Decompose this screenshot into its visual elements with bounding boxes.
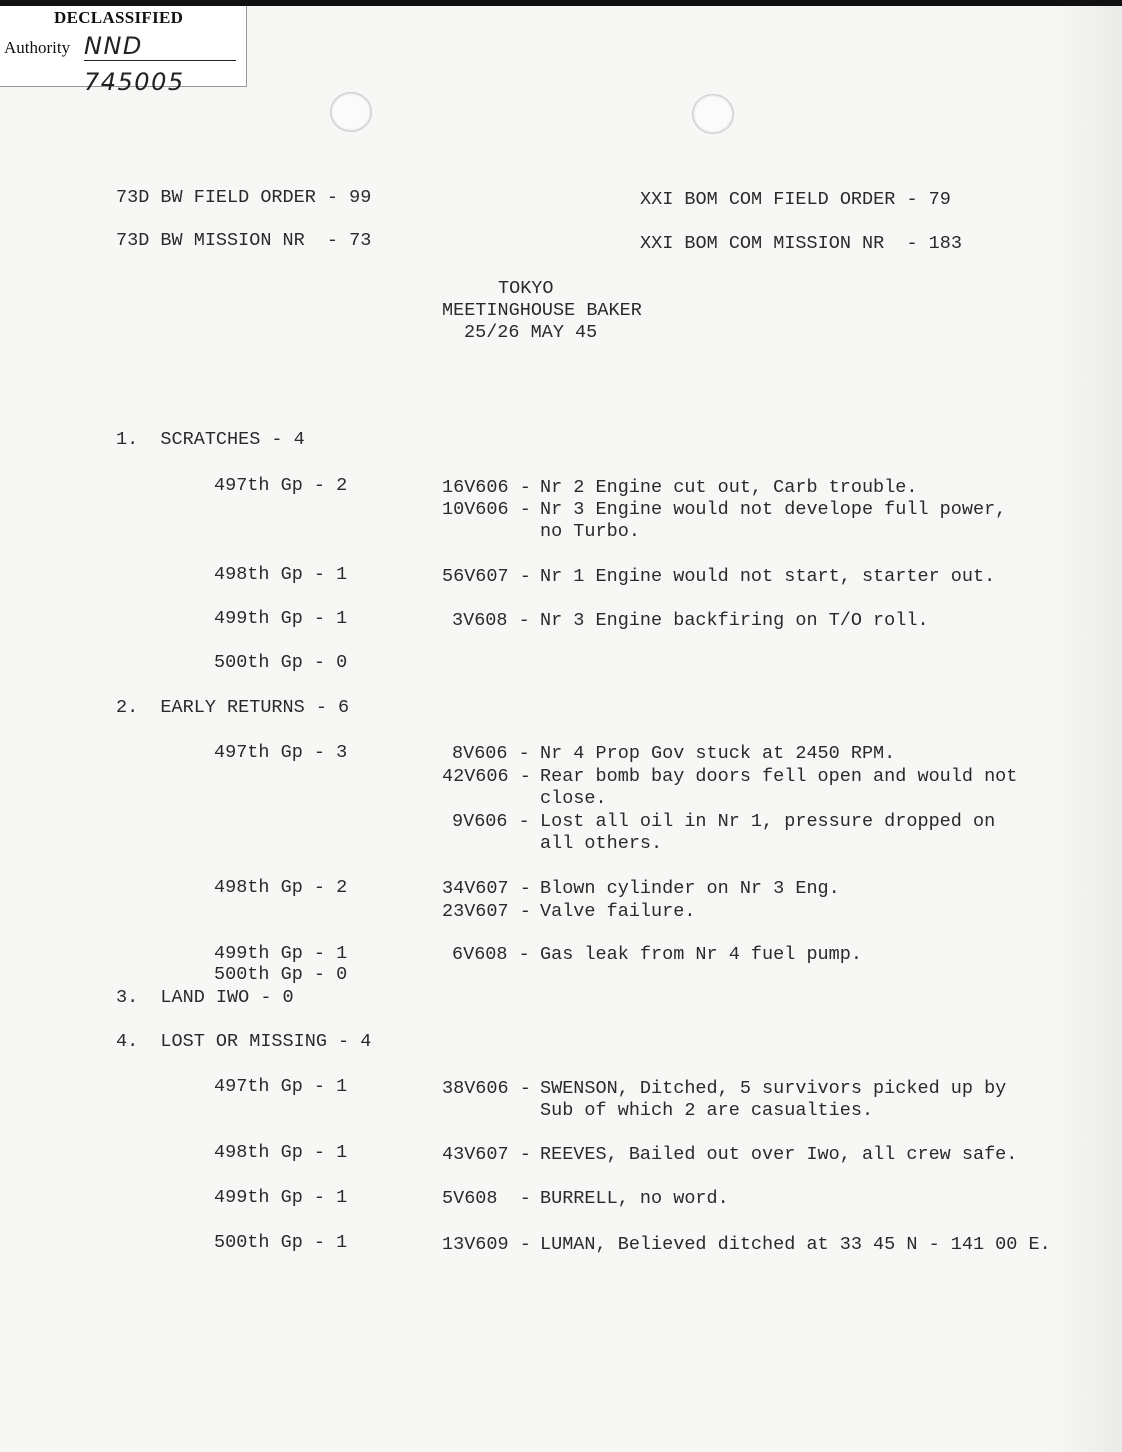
group-label: 498th Gp - 1: [214, 1142, 348, 1163]
aircraft-id: 38V606 -: [442, 1078, 531, 1099]
aircraft-id: 56V607 -: [442, 566, 531, 587]
authority-number: NND 745005: [84, 28, 236, 61]
left-field-order: 73D BW FIELD ORDER - 99: [116, 187, 372, 208]
group-label: 500th Gp - 0: [214, 652, 348, 673]
aircraft-id: 3V608 -: [452, 610, 530, 631]
group-label: 499th Gp - 1: [214, 1187, 348, 1208]
issue-description: Rear bomb bay doors fell open and would not close.: [540, 766, 1018, 809]
aircraft-id: 23V607 -: [442, 901, 531, 922]
section-early-returns-heading: 2. EARLY RETURNS - 6: [116, 697, 350, 718]
issue-description: Nr 4 Prop Gov stuck at 2450 RPM.: [540, 743, 896, 764]
group-label: 497th Gp - 3: [214, 742, 348, 763]
issue-description: SWENSON, Ditched, 5 survivors picked up by Sub of which 2 are casualties.: [540, 1078, 1007, 1121]
scan-shadow: [1052, 6, 1122, 1452]
title-operation: MEETINGHOUSE BAKER: [442, 300, 642, 321]
group-label: 500th Gp - 1: [214, 1232, 348, 1253]
aircraft-id: 5V608 -: [442, 1188, 531, 1209]
issue-description: BURRELL, no word.: [540, 1188, 729, 1209]
punch-hole-right: [692, 94, 734, 134]
section-lost-missing-heading: 4. LOST OR MISSING - 4: [116, 1031, 372, 1052]
aircraft-id: 42V606 -: [442, 766, 531, 787]
group-label: 500th Gp - 0: [214, 964, 348, 985]
issue-description: Nr 2 Engine cut out, Carb trouble.: [540, 477, 918, 498]
issue-description: Gas leak from Nr 4 fuel pump.: [540, 944, 862, 965]
issue-description: Nr 1 Engine would not start, starter out.: [540, 566, 996, 587]
section-land-iwo-heading: 3. LAND IWO - 0: [116, 987, 294, 1008]
left-mission-number: 73D BW MISSION NR - 73: [116, 230, 372, 251]
issue-description: LUMAN, Believed ditched at 33 45 N - 141 00 E.: [540, 1234, 1051, 1255]
authority-label: Authority: [4, 38, 71, 57]
issue-description: Valve failure.: [540, 901, 696, 922]
group-label: 498th Gp - 2: [214, 877, 348, 898]
group-label: 498th Gp - 1: [214, 564, 348, 585]
declassified-label: DECLASSIFIED: [54, 8, 184, 27]
aircraft-id: 6V608 -: [452, 944, 530, 965]
aircraft-id: 10V606 -: [442, 499, 531, 520]
issue-description: Nr 3 Engine backfiring on T/O roll.: [540, 610, 929, 631]
right-field-order: XXI BOM COM FIELD ORDER - 79: [640, 189, 951, 210]
group-label: 497th Gp - 1: [214, 1076, 348, 1097]
declassified-stamp: [0, 6, 247, 96]
issue-description: Blown cylinder on Nr 3 Eng.: [540, 878, 840, 899]
title-target: TOKYO: [498, 278, 554, 299]
aircraft-id: 16V606 -: [442, 477, 531, 498]
right-mission-number: XXI BOM COM MISSION NR - 183: [640, 233, 962, 254]
aircraft-id: 8V606 -: [452, 743, 530, 764]
group-label: 499th Gp - 1: [214, 943, 348, 964]
aircraft-id: 9V606 -: [452, 811, 530, 832]
group-label: 499th Gp - 1: [214, 608, 348, 629]
aircraft-id: 34V607 -: [442, 878, 531, 899]
issue-description: Lost all oil in Nr 1, pressure dropped on all others.: [540, 811, 996, 854]
aircraft-id: 43V607 -: [442, 1144, 531, 1165]
section-scratches-heading: 1. SCRATCHES - 4: [116, 429, 305, 450]
issue-description: REEVES, Bailed out over Iwo, all crew safe.: [540, 1144, 1018, 1165]
group-label: 497th Gp - 2: [214, 475, 348, 496]
punch-hole-left: [330, 92, 372, 132]
issue-description: Nr 3 Engine would not develope full power, no Turbo.: [540, 499, 1007, 542]
title-date: 25/26 MAY 45: [464, 322, 598, 343]
aircraft-id: 13V609 -: [442, 1234, 531, 1255]
